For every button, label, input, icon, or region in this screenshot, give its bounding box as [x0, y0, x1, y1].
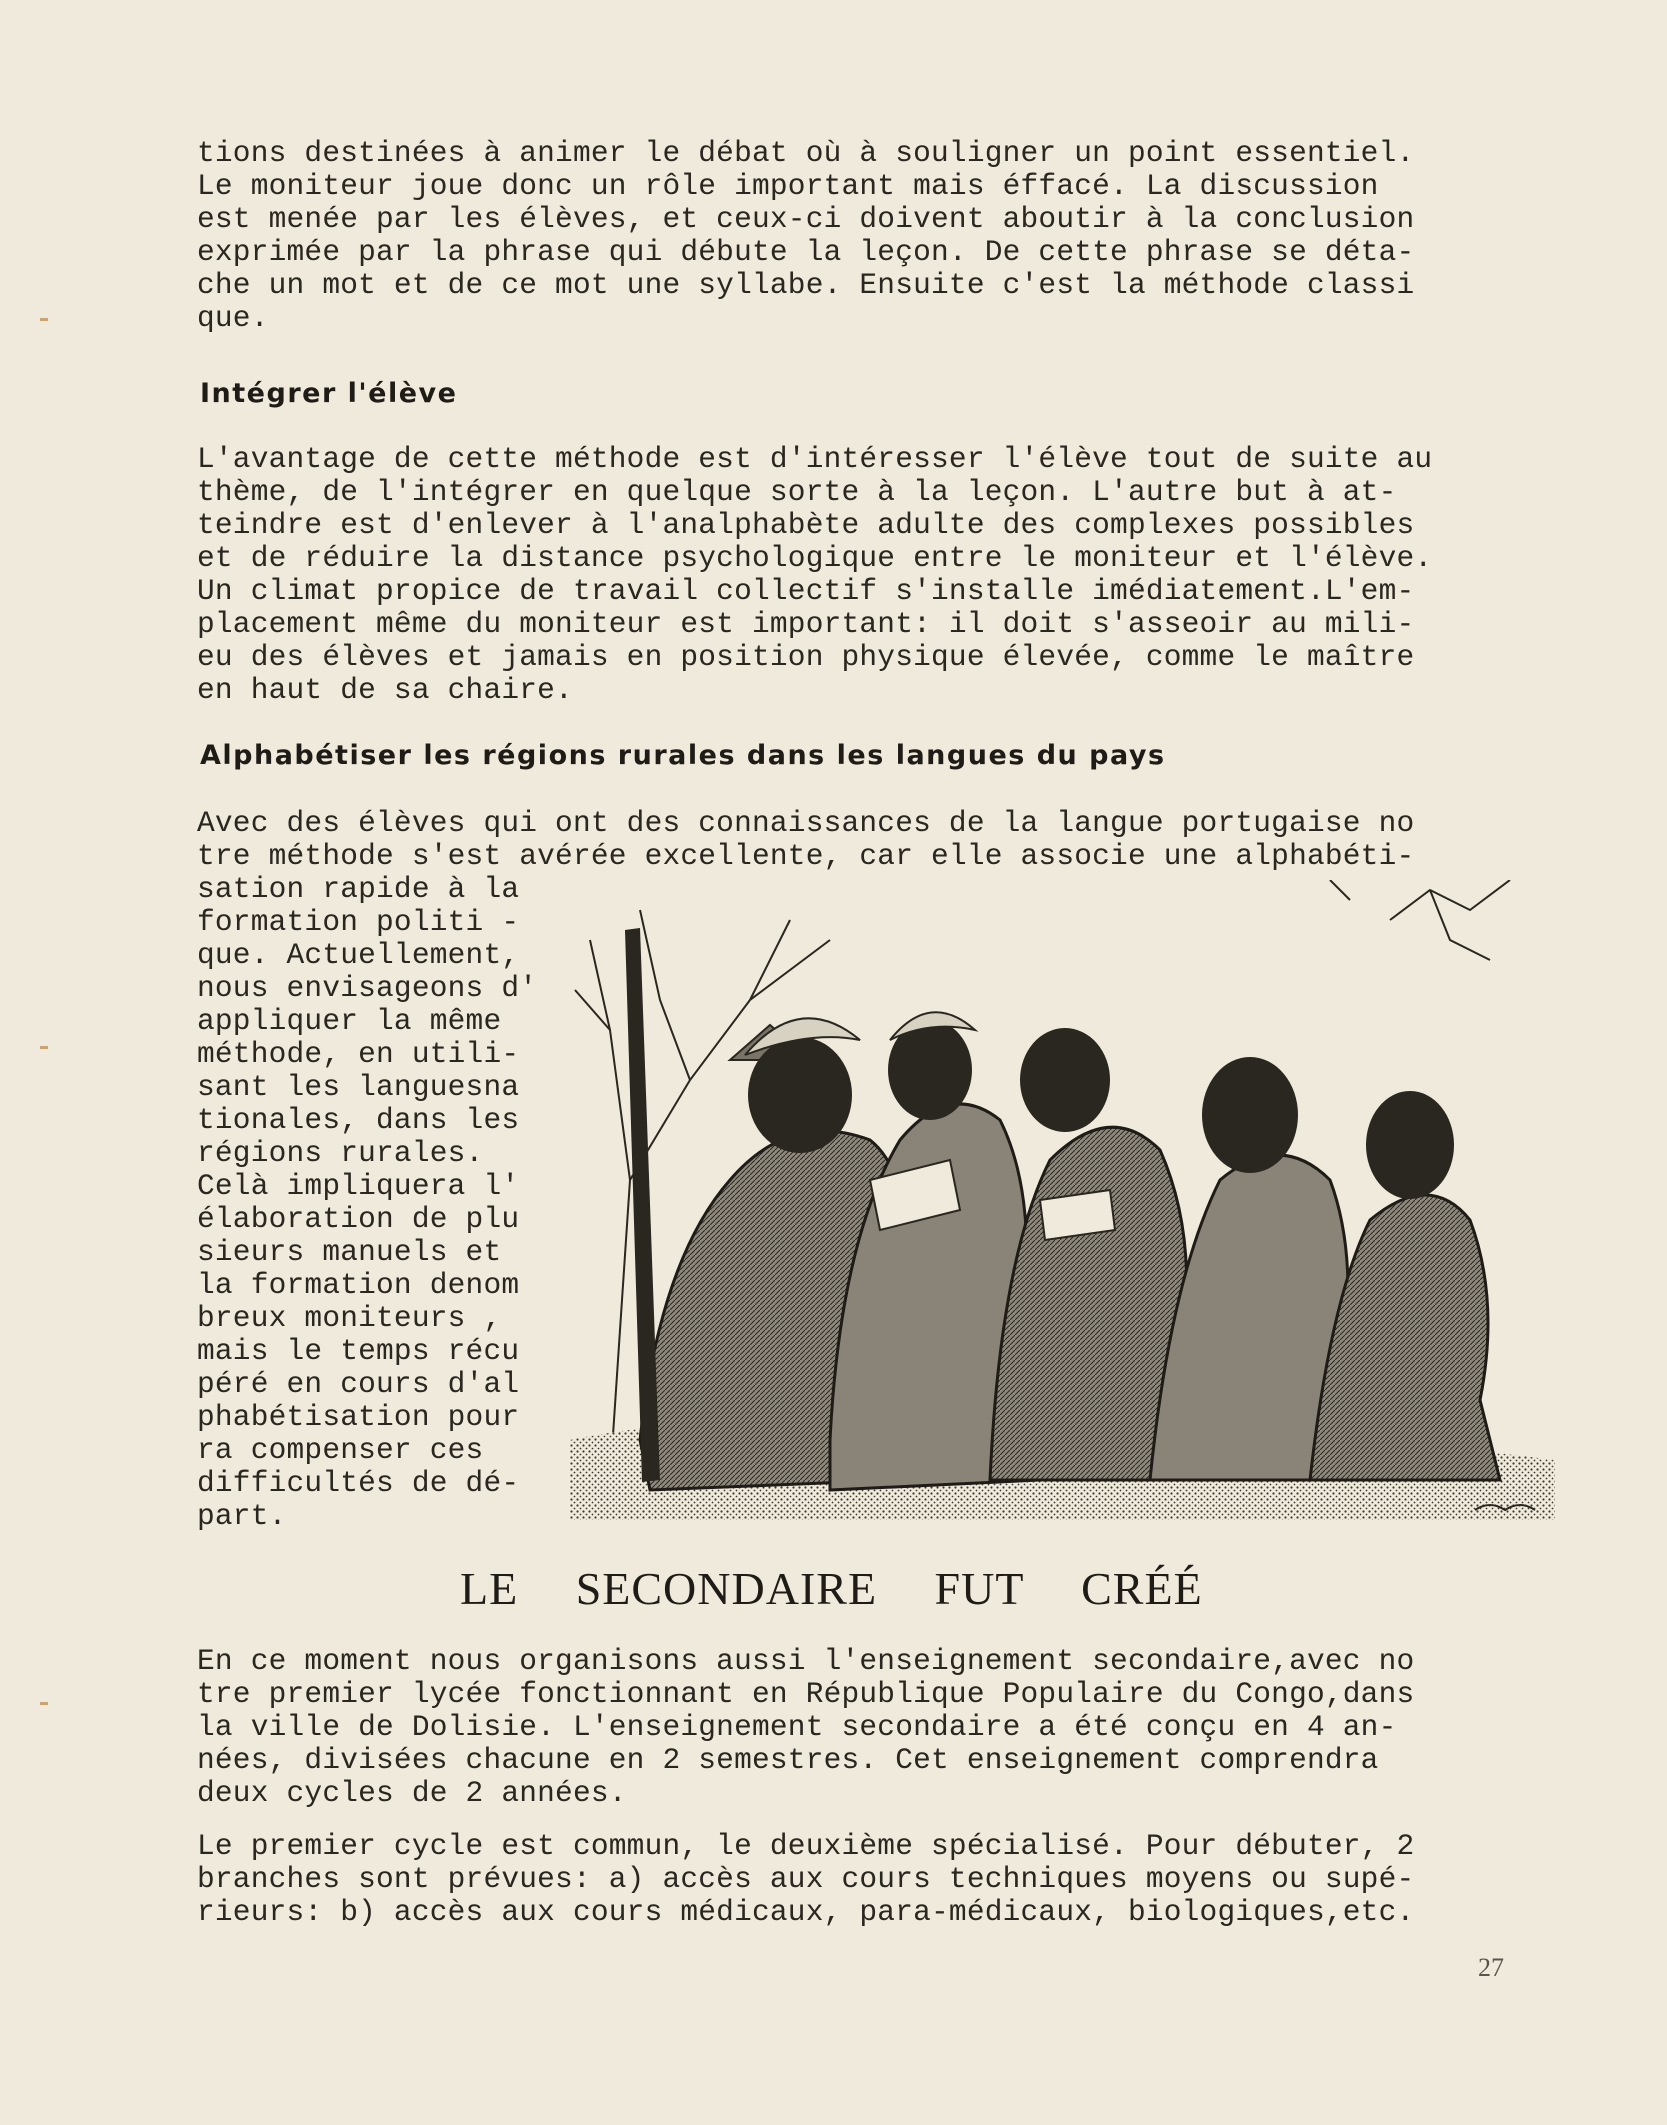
- text-line: deux cycles de 2 années.: [197, 1776, 627, 1810]
- paragraph-advantage: [197, 443, 1552, 707]
- text-line: est menée par les élèves, et ceux-ci doivent aboutir à la conclusion: [197, 202, 1415, 236]
- text-line: méthode, en utili-: [197, 1037, 520, 1071]
- text-line: mais le temps récu: [197, 1334, 520, 1368]
- text-line: Le premier cycle est commun, le deuxième spécialisé. Pour débuter, 2: [197, 1829, 1415, 1863]
- text-line: Celà impliquera l': [197, 1169, 520, 1203]
- text-line: tions destinées à animer le débat où à souligner un point essentiel.: [197, 136, 1415, 170]
- class-illustration: [570, 880, 1555, 1520]
- text-line: tionales, dans les: [197, 1103, 520, 1137]
- text-line: Un climat propice de travail collectif s'installe imédiatement.L'em-: [197, 574, 1415, 608]
- text-line: tre premier lycée fonctionnant en République Populaire du Congo,dans: [197, 1677, 1415, 1711]
- text-line: élaboration de plu: [197, 1202, 520, 1236]
- text-line: part.: [197, 1499, 287, 1533]
- text-line: péré en cours d'al: [197, 1367, 520, 1401]
- paragraph-method: [197, 137, 1552, 335]
- text-line: En ce moment nous organisons aussi l'enseignement secondaire,avec no: [197, 1644, 1415, 1678]
- text-line: la ville de Dolisie. L'enseignement secondaire a été conçu en 4 an-: [197, 1710, 1397, 1744]
- text-line: nées, divisées chacune en 2 semestres. Cet enseignement comprendra: [197, 1743, 1379, 1777]
- text-line: la formation denom: [197, 1268, 520, 1302]
- text-line: et de réduire la distance psychologique entre le moniteur et l'élève.: [197, 541, 1433, 575]
- section-title: LE SECONDAIRE FUT CRÉÉ: [460, 1563, 1203, 1614]
- text-line: difficultés de dé-: [197, 1466, 520, 1500]
- paragraph-cycles: [197, 1830, 1552, 1929]
- text-line: placement même du moniteur est important: il doit s'asseoir au mili-: [197, 607, 1415, 641]
- text-line: che un mot et de ce mot une syllabe. Ensuite c'est la méthode classi: [197, 268, 1415, 302]
- paragraph-secondary: [197, 1645, 1552, 1810]
- text-line: sieurs manuels et: [197, 1235, 502, 1269]
- margin-mark: [40, 1702, 48, 1705]
- text-line: L'avantage de cette méthode est d'intéresser l'élève tout de suite au: [197, 442, 1433, 476]
- text-line: en haut de sa chaire.: [197, 673, 573, 707]
- text-line: appliquer la même: [197, 1004, 502, 1038]
- text-line: Le moniteur joue donc un rôle important mais éffacé. La discussion: [197, 169, 1379, 203]
- paragraph-rural: [197, 807, 1552, 873]
- text-line: formation politi -: [197, 905, 520, 939]
- text-line: exprimée par la phrase qui débute la leçon. De cette phrase se déta-: [197, 235, 1415, 269]
- text-line: thème, de l'intégrer en quelque sorte à la leçon. L'autre but à at-: [197, 475, 1397, 509]
- text-line: sation rapide à la: [197, 872, 520, 906]
- text-line: ra compenser ces: [197, 1433, 484, 1467]
- text-line: nous envisageons d': [197, 971, 538, 1005]
- margin-mark: [40, 318, 48, 321]
- text-line: eu des élèves et jamais en position physique élevée, comme le maître: [197, 640, 1415, 674]
- text-line: sant les languesna: [197, 1070, 520, 1104]
- margin-mark: [40, 1046, 48, 1049]
- text-line: rieurs: b) accès aux cours médicaux, para-médicaux, biologiques,etc.: [197, 1895, 1415, 1929]
- text-line: que. Actuellement,: [197, 938, 520, 972]
- heading-alphabetiser-regions: Alphabétiser les régions rurales dans les langues du pays: [200, 740, 1166, 771]
- page-number: 27: [1478, 1953, 1504, 1982]
- text-line: branches sont prévues: a) accès aux cours techniques moyens ou supé-: [197, 1862, 1415, 1896]
- text-line: phabétisation pour: [197, 1400, 520, 1434]
- text-line: Avec des élèves qui ont des connaissances de la langue portugaise no: [197, 806, 1415, 840]
- narrow-column-text: [197, 873, 567, 1533]
- text-line: que.: [197, 301, 269, 335]
- text-line: breux moniteurs ,: [197, 1301, 502, 1335]
- heading-integrer-eleve: Intégrer l'élève: [200, 378, 458, 409]
- text-line: tre méthode s'est avérée excellente, car elle associe une alphabéti-: [197, 839, 1415, 873]
- text-line: régions rurales.: [197, 1136, 484, 1170]
- text-line: teindre est d'enlever à l'analphabète adulte des complexes possibles: [197, 508, 1415, 542]
